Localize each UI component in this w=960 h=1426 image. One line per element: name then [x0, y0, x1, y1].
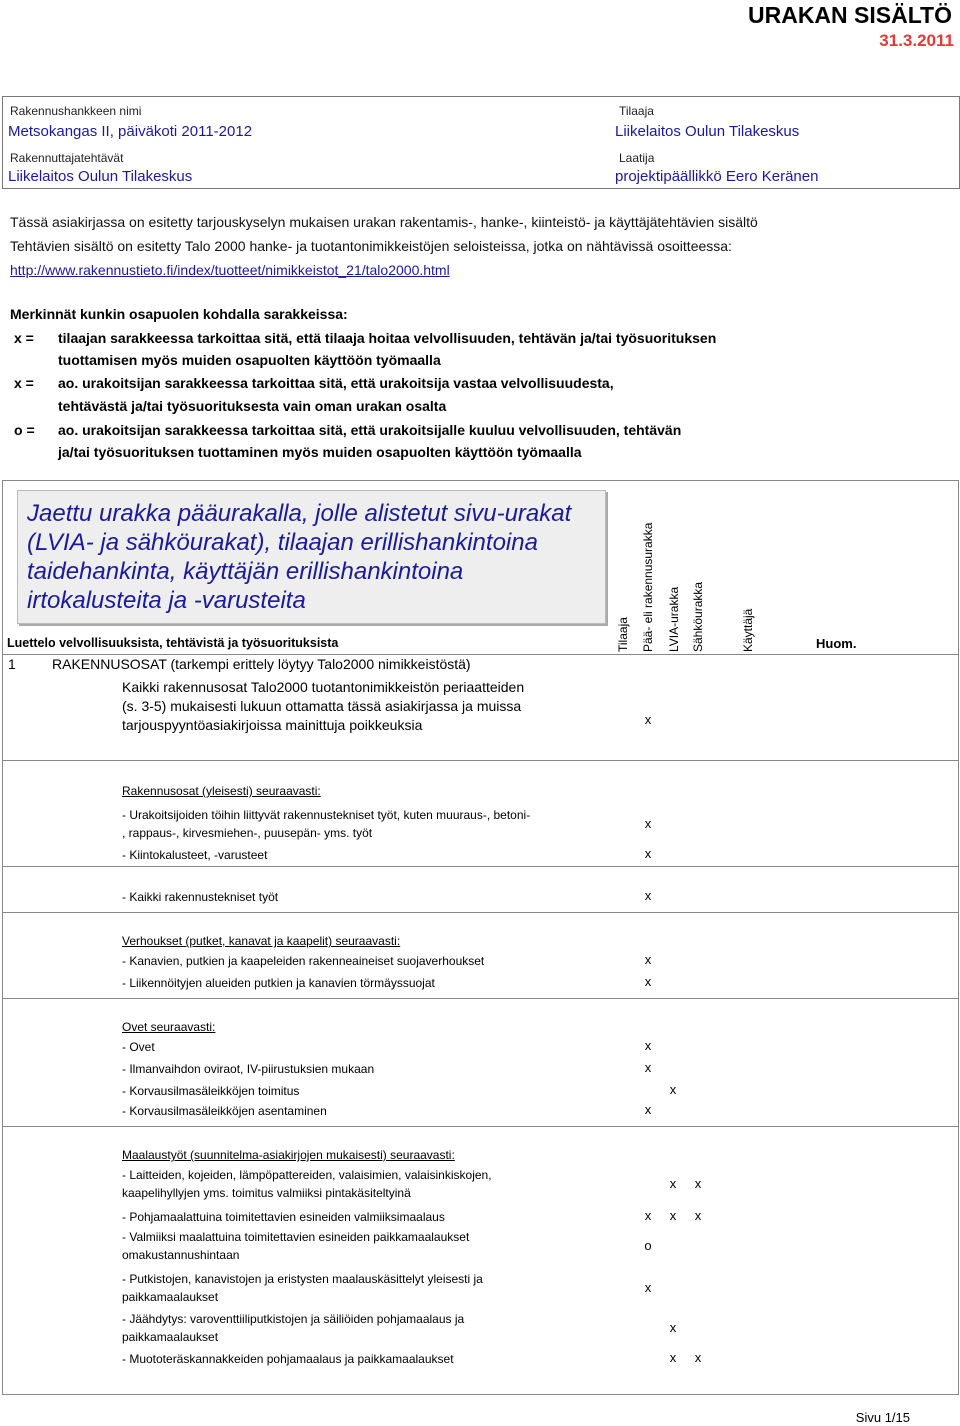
duty-row-text [122, 1270, 483, 1306]
responsibility-mark: x [669, 1208, 677, 1223]
duty-row-text [122, 1166, 492, 1202]
duty-row-line: kaapelihyllyjen yms. toimitus valmiiksi pintakäsiteltyinä [122, 1186, 411, 1200]
project-name-value: Metsokangas II, päiväkoti 2011-2012 [8, 123, 253, 140]
section-title: RAKENNUSOSAT (tarkempi erittely löytyy Talo2000 nimikkeistöstä) [52, 656, 471, 672]
legend-text-3a: ao. urakoitsijan sarakkeessa tarkoittaa sitä, että urakoitsijalle kuuluu velvollisuuden, tehtävän [58, 422, 682, 438]
duty-row-line: - Kaikki rakennustekniset työt [122, 890, 279, 904]
author-value: projektipäällikkö Eero Keränen [615, 168, 819, 185]
duty-row-line: , rappaus-, kirvesmiehen-, puusepän- yms. työt [122, 826, 373, 840]
group-heading: Maalaustyöt (suunnitelma-asiakirjojen mukaisesti) seuraavasti: [122, 1148, 455, 1162]
responsibility-mark: x [669, 1082, 677, 1097]
duty-row-line: - Kiintokalusteet, -varusteet [122, 848, 268, 862]
general-rule-line: (s. 3-5) mukaisesti lukuun ottamatta tässä asiakirjassa ja muissa [122, 698, 522, 714]
column-header-client: Tilaaja [616, 617, 630, 652]
responsibility-mark: x [644, 846, 652, 861]
duty-row-line: - Korvausilmasäleikköjen toimitus [122, 1084, 300, 1098]
legend-text-3b: ja/tai työsuorituksen tuottaminen myös muiden osapuolten käyttöön työmaalla [58, 444, 582, 460]
legend-text-2a: ao. urakoitsijan sarakkeessa tarkoittaa sitä, että urakoitsija vastaa velvollisuudesta, [58, 375, 614, 391]
duty-row-line: paikkamaalaukset [122, 1290, 219, 1304]
duty-row-text [122, 1082, 299, 1100]
talo2000-link[interactable]: http://www.rakennustieto.fi/index/tuotteet/nimikkeistot_21/talo2000.html [10, 262, 450, 278]
group-separator [2, 1126, 958, 1127]
client-label: Tilaaja [619, 104, 654, 118]
group-heading: Ovet seuraavasti: [122, 1020, 216, 1034]
legend-text-1b: tuottamisen myös muiden osapuolten käyttöön työmaalla [58, 352, 441, 368]
duty-row-text [122, 1208, 445, 1226]
duty-row-line: - Muototeräskannakkeiden pohjamaalaus ja paikkamaalaukset [122, 1352, 454, 1366]
group-heading: Verhoukset (putket, kanavat ja kaapelit) seuraavasti: [122, 934, 401, 948]
legend-symbol-3: o = [14, 422, 35, 438]
duties-value: Liikelaitos Oulun Tilakeskus [8, 168, 193, 185]
group-separator [2, 866, 958, 867]
contract-title [27, 499, 571, 615]
duty-row-line: - Pohjamaalattuina toimitettavien esineiden valmiiksimaalaus [122, 1210, 445, 1224]
document-date: 31.3.2011 [879, 31, 954, 50]
legend-text-2b: tehtävästä ja/tai työsuorituksesta vain oman urakan osalta [58, 398, 447, 414]
responsibility-mark: x [694, 1208, 702, 1223]
legend-heading: Merkinnät kunkin osapuolen kohdalla sarakkeissa: [10, 306, 348, 322]
duty-row-line: - Ilmanvaihdon oviraot, IV-piirustuksien mukaan [122, 1062, 375, 1076]
duty-row-line: - Laitteiden, kojeiden, lämpöpattereiden, valaisimien, valaisinkiskojen, [122, 1168, 492, 1182]
contract-title-box [17, 490, 606, 624]
duty-row-line: - Liikennöityjen alueiden putkien ja kanavien törmäyssuojat [122, 976, 435, 990]
intro-line-1: Tässä asiakirjassa on esitetty tarjouskyselyn mukaisen urakan rakentamis-, hanke-, kiinteistö- ja käyttäjätehtävien sisältö [10, 214, 758, 230]
contract-title-line: (LVIA- ja sähköurakat), tilaajan erillishankintoina [27, 529, 538, 556]
page-number: Sivu 1/15 [855, 1410, 910, 1425]
responsibility-mark: x [644, 974, 652, 989]
general-rule-line: Kaikki rakennusosat Talo2000 tuotantonimikkeistön periaatteiden [122, 679, 525, 695]
project-name-label: Rakennushankkeen nimi [10, 104, 142, 118]
duty-row-line: - Korvausilmasäleikköjen asentaminen [122, 1104, 327, 1118]
duty-row-text [122, 806, 530, 842]
group-heading: Rakennusosat (yleisesti) seuraavasti: [122, 784, 321, 798]
section-number: 1 [8, 656, 16, 672]
document-title: URAKAN SISÄLTÖ [747, 2, 952, 28]
contract-title-line: irtokalusteita ja -varusteita [27, 587, 306, 614]
duty-row-text [122, 846, 267, 864]
legend-symbol-2: x = [14, 375, 34, 391]
responsibility-mark: x [644, 816, 652, 831]
duty-row-text [122, 952, 484, 970]
responsibility-mark: x [644, 1280, 652, 1295]
column-header-main-contract: Pää- eli rakennusurakka [641, 522, 655, 652]
responsibility-mark: x [644, 952, 652, 967]
responsibility-mark: x [694, 1350, 702, 1365]
duty-row-line: - Jäähdytys: varoventtiiliputkistojen ja säiliöiden pohjamaalaus ja [122, 1312, 465, 1326]
group-separator [2, 998, 958, 999]
column-header-hvac-contract: LVIA-urakka [667, 586, 681, 652]
duty-row-text [122, 1060, 374, 1078]
duty-row-text [122, 1102, 327, 1120]
legend-symbol-1: x = [14, 330, 34, 346]
duty-row-text [122, 1038, 155, 1056]
contract-title-line: Jaettu urakka pääurakalla, jolle alistetut sivu-urakat [27, 500, 572, 527]
responsibility-mark: o [644, 1238, 652, 1253]
group-separator [2, 912, 958, 913]
duty-row-text [122, 1350, 454, 1368]
general-rule-line: tarjouspyyntöasiakirjoissa mainittuja poikkeuksia [122, 717, 423, 733]
duties-label: Rakennuttajatehtävät [10, 151, 124, 165]
responsibility-mark: x [694, 1176, 702, 1191]
contract-title-line: taidehankinta, käyttäjän erillishankintoina [27, 558, 464, 585]
duty-row-line: - Putkistojen, kanavistojen ja eristysten maalauskäsittelyt yleisesti ja [122, 1272, 483, 1286]
client-value: Liikelaitos Oulun Tilakeskus [615, 123, 800, 140]
responsibility-mark: x [644, 1038, 652, 1053]
responsibility-mark: x [669, 1320, 677, 1335]
duty-row-line: - Urakoitsijoiden töihin liittyvät rakennustekniset työt, kuten muuraus-, betoni- [122, 808, 531, 822]
legend-text-1a: tilaajan sarakkeessa tarkoittaa sitä, että tilaaja hoitaa velvollisuuden, tehtävän ja/tai työsuorituksen [58, 330, 717, 346]
duty-row-line: paikkamaalaukset [122, 1330, 219, 1344]
responsibility-mark: x [669, 1350, 677, 1365]
duty-row-text [122, 974, 435, 992]
column-header-user: Käyttäjä [741, 608, 755, 652]
column-header-electrical-contract: Sähköurakka [691, 581, 705, 652]
duty-list-label: Luettelo velvollisuuksista, tehtävistä ja työsuorituksista [7, 636, 339, 650]
responsibility-mark: x [644, 1208, 652, 1223]
duty-row-text [122, 1310, 464, 1346]
notes-header: Huom. [816, 636, 857, 651]
duty-row-line: - Ovet [122, 1040, 155, 1054]
intro-line-2: Tehtävien sisältö on esitetty Talo 2000 hanke- ja tuotantonimikkeistöjen seloisteissa, jotka on nähtävissä osoitteessa: [10, 238, 732, 254]
duty-row-text [122, 1228, 469, 1264]
project-info-box [2, 96, 960, 189]
responsibility-mark: x [644, 888, 652, 903]
responsibility-mark: x [644, 1102, 652, 1117]
duty-row-line: omakustannushintaan [122, 1248, 240, 1262]
author-label: Laatija [619, 151, 655, 165]
responsibility-mark: x [644, 1060, 652, 1075]
responsibility-mark: x [669, 1176, 677, 1191]
general-rule [122, 678, 524, 735]
duty-row-line: - Kanavien, putkien ja kaapeleiden rakenneaineiset suojaverhoukset [122, 954, 485, 968]
header-separator [2, 654, 958, 655]
general-rule-mark: x [644, 712, 652, 727]
duty-row-line: - Valmiiksi maalattuina toimitettavien esineiden paikkamaalaukset [122, 1230, 470, 1244]
section-separator [2, 760, 958, 761]
duty-row-text [122, 888, 278, 906]
